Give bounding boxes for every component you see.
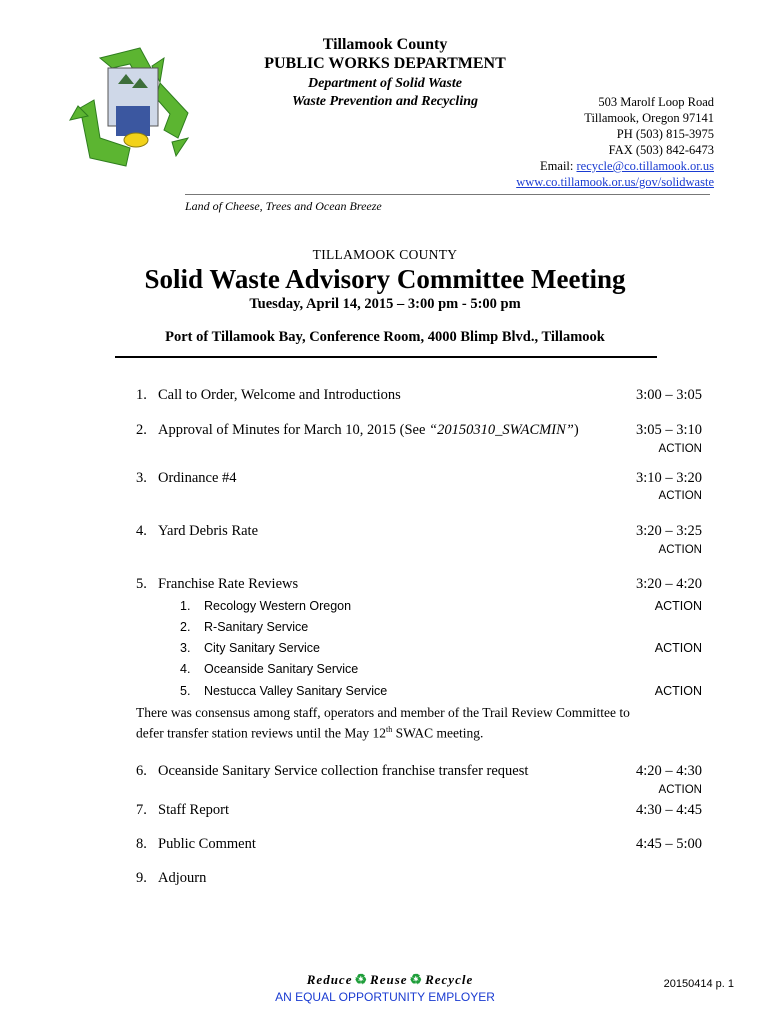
reduce-reuse-recycle: Reduce ♻ Reuse ♻ Recycle — [306, 972, 474, 988]
action-label: ACTION — [658, 544, 702, 556]
agenda-item: 6. Oceanside Sanitary Service collection franchise transfer request — [136, 763, 529, 779]
action-label: ACTION — [654, 641, 702, 655]
agenda-item-text: Adjourn — [158, 870, 207, 886]
agenda-item-text: Call to Order, Welcome and Introductions — [158, 387, 401, 403]
agenda-time: 4:45 – 5:00 — [635, 836, 702, 852]
county-label: TILLAMOOK COUNTY — [312, 247, 458, 262]
website-link[interactable]: www.co.tillamook.or.us/gov/solidwaste — [516, 175, 714, 189]
program-name: Waste Prevention and Recycling — [292, 94, 478, 109]
meeting-date: Tuesday, April 14, 2015 – 3:00 pm - 5:00 pm — [249, 296, 521, 312]
agenda-item-text: Ordinance #4 — [158, 470, 237, 486]
agenda-item: 2. Approval of Minutes for March 10, 2015 (See “20150310_SWACMIN”) — [136, 422, 579, 438]
action-label: ACTION — [658, 784, 702, 796]
agenda-time: 3:00 – 3:05 — [635, 387, 702, 403]
address-line: 503 Marolf Loop Road — [598, 95, 714, 109]
action-label: ACTION — [658, 490, 702, 502]
agenda-item-text: Oceanside Sanitary Service collection franchise transfer request — [158, 763, 529, 779]
list-item: 1. Recology Western Oregon — [180, 599, 352, 613]
fax-line: FAX (503) 842-6473 — [608, 143, 714, 157]
meeting-location: Port of Tillamook Bay, Conference Room, 4000 Blimp Blvd., Tillamook — [165, 329, 605, 345]
list-item: 3. City Sanitary Service — [180, 641, 321, 655]
agenda-time: 4:30 – 4:45 — [635, 802, 702, 818]
tagline: Land of Cheese, Trees and Ocean Breeze — [185, 199, 382, 213]
page-reference: 20150414 p. 1 — [663, 978, 734, 990]
agenda-time: 3:20 – 3:25 — [635, 523, 702, 539]
agenda-time: 3:10 – 3:20 — [635, 470, 702, 486]
phone-line: PH (503) 815-3975 — [616, 127, 714, 141]
list-item: 4. Oceanside Sanitary Service — [180, 662, 359, 676]
agenda-item-text: Franchise Rate Reviews — [158, 576, 299, 592]
recycle-icon: ♻ — [409, 973, 424, 988]
agenda-item: 9. Adjourn — [136, 870, 207, 886]
action-label: ACTION — [654, 684, 702, 698]
title-divider — [115, 356, 657, 358]
subdept-header — [250, 75, 520, 111]
agenda-time: 3:05 – 3:10 — [635, 422, 702, 438]
agenda-item: 1. Call to Order, Welcome and Introductions — [136, 387, 401, 403]
org-name: Tillamook County — [322, 36, 448, 53]
agenda-item-text: Staff Report — [158, 802, 230, 818]
agenda-item: 8. Public Comment — [136, 836, 256, 852]
agenda-item: 5. Franchise Rate Reviews — [136, 576, 299, 592]
minutes-reference: “20150310_SWACMIN” — [429, 422, 574, 438]
agenda-item-text: Approval of Minutes for March 10, 2015 (See — [158, 422, 430, 438]
org-header — [250, 35, 520, 73]
meeting-title: Solid Waste Advisory Committee Meeting — [144, 264, 626, 294]
list-item: 2. R-Sanitary Service — [180, 620, 309, 634]
subdept-name: Department of Solid Waste — [308, 76, 462, 91]
agenda-time: 4:20 – 4:30 — [635, 763, 702, 779]
dept-name: PUBLIC WORKS DEPARTMENT — [264, 55, 506, 72]
email-link[interactable]: recycle@co.tillamook.or.us — [576, 159, 714, 173]
agenda-item-text: Yard Debris Rate — [158, 523, 259, 539]
equal-opportunity-employer: AN EQUAL OPPORTUNITY EMPLOYER — [275, 990, 495, 1004]
email-line — [516, 158, 714, 174]
consensus-note: There was consensus among staff, operators and member of the Trail Review Committee to defer transfer station reviews until the May 12th SWAC meeting. — [136, 705, 630, 741]
agenda-item-text: Public Comment — [158, 836, 256, 852]
email-label: Email: — [540, 159, 577, 173]
agenda-item: 4. Yard Debris Rate — [136, 523, 259, 539]
contact-block — [516, 94, 714, 190]
agenda-item: 3. Ordinance #4 — [136, 470, 237, 486]
address-line: Tillamook, Oregon 97141 — [584, 111, 714, 125]
action-label: ACTION — [658, 443, 702, 455]
header-divider — [185, 194, 710, 195]
recycle-logo — [60, 38, 200, 186]
list-item: 5. Nestucca Valley Sanitary Service — [180, 684, 388, 698]
action-label: ACTION — [654, 599, 702, 613]
agenda-item: 7. Staff Report — [136, 802, 230, 818]
recycle-icon: ♻ — [354, 973, 369, 988]
agenda-time: 3:20 – 4:20 — [635, 576, 702, 592]
